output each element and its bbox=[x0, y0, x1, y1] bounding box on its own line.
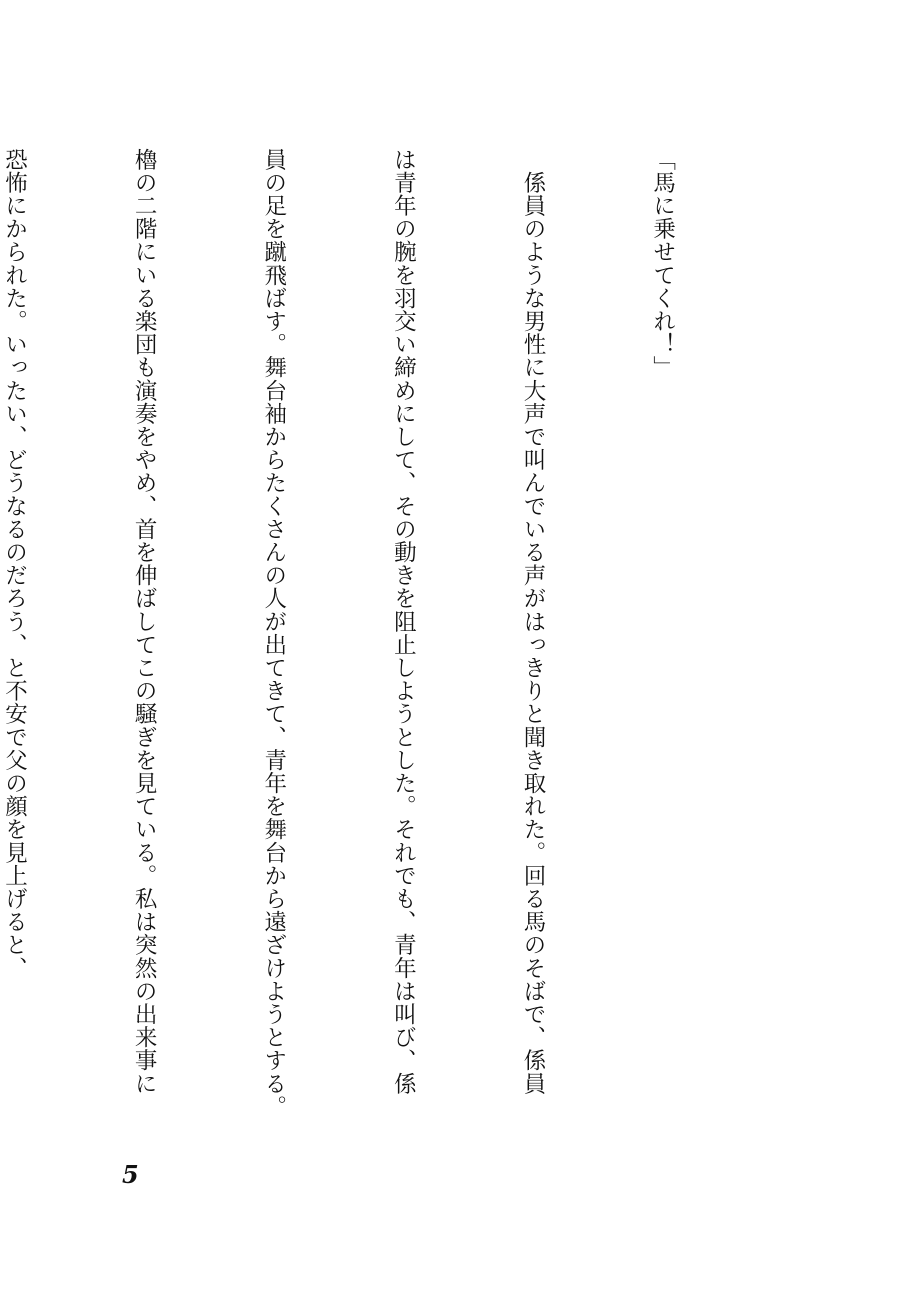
text-line: は青年の腕を羽交い締めにして、その動きを阻止しようとした。それでも、青年は叫び、係 bbox=[390, 148, 417, 1096]
text-line: 恐怖にかられた。いったい、どうなるのだろう、と不安で父の顔を見上げると、 bbox=[1, 148, 28, 980]
text-line: 係員のような男性に大声で叫んでいる声がはっきりと聞き取れた。回る馬のそばで、係員 bbox=[519, 148, 546, 1096]
text-line: 員の足を蹴飛ばす。舞台袖からたくさんの人が出てきて、青年を舞台から遠ざけようとする。 bbox=[260, 148, 287, 1119]
text-line: 櫓の二階にいる楽団も演奏をやめ、首を伸ばしてこの騒ぎを見ている。私は突然の出来事に bbox=[131, 148, 158, 1096]
vertical-text-block bbox=[0, 148, 770, 1119]
text-line: 「馬に乗せてくれ！」 bbox=[649, 148, 676, 379]
page-number: 5 bbox=[122, 1160, 139, 1189]
